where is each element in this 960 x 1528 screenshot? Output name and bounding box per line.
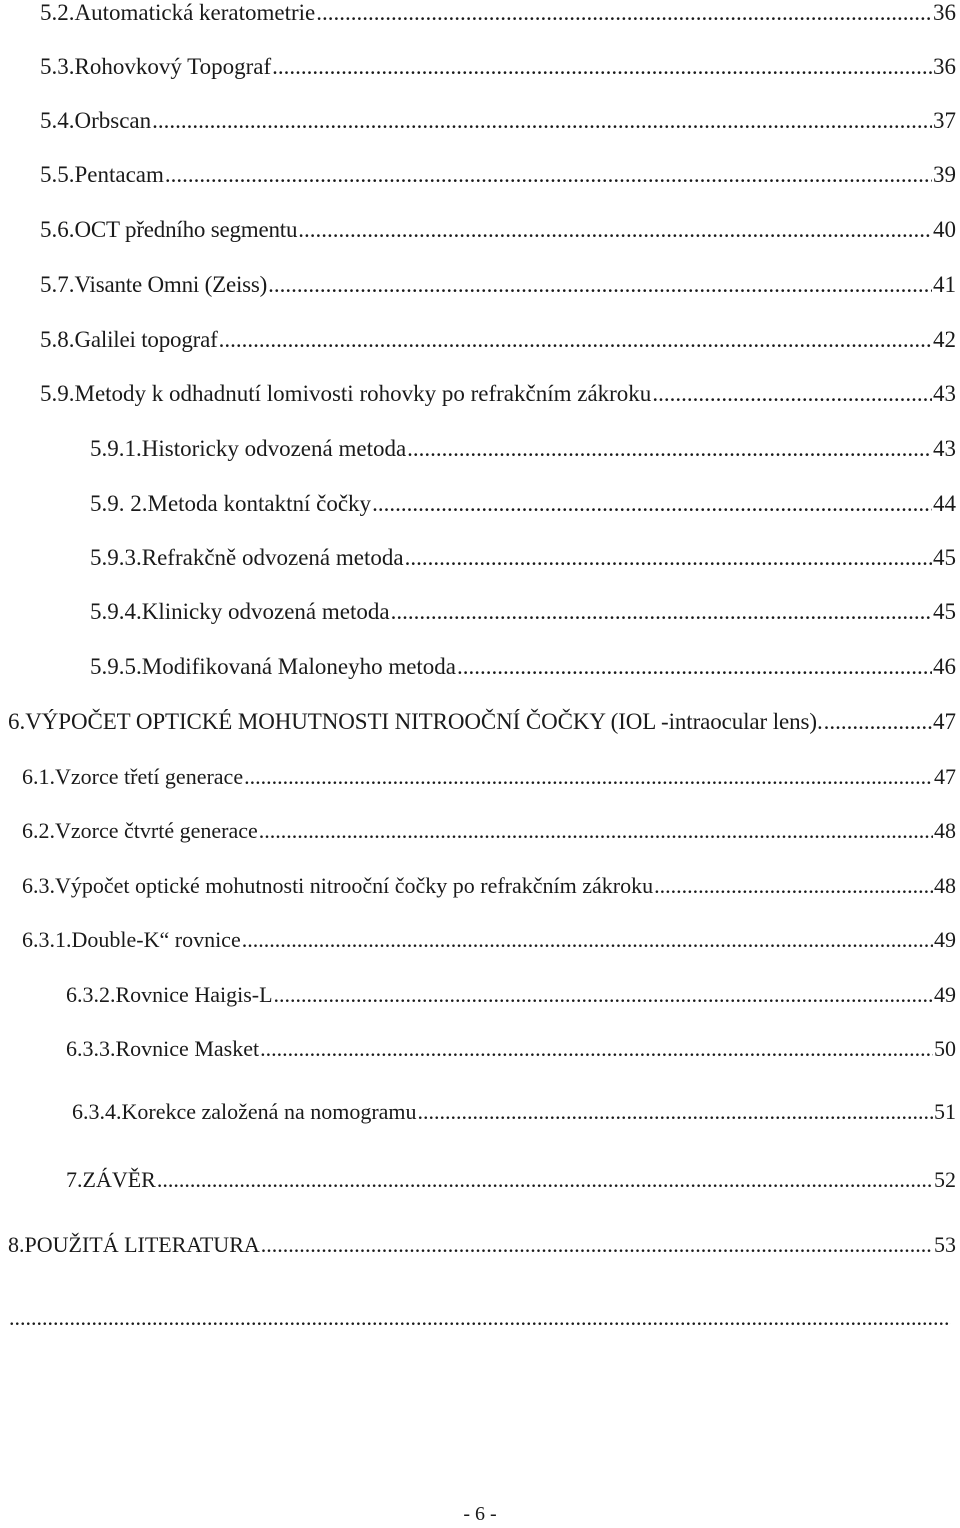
toc-entry-title: Korekce založená na nomogramu xyxy=(121,1099,417,1124)
toc-entry-number: 7. xyxy=(66,1167,83,1192)
toc-entry-title: POUŽITÁ LITERATURA xyxy=(24,1232,260,1257)
toc-dot-leader xyxy=(219,325,932,355)
toc-entry-page: 40 xyxy=(933,217,956,242)
toc-dot-leader xyxy=(405,543,932,573)
toc-entry-page: 43 xyxy=(933,436,956,461)
toc-entry-page: 49 xyxy=(934,927,956,952)
toc-entry[interactable] xyxy=(66,1165,956,1195)
toc-entry-page: 41 xyxy=(933,272,956,297)
toc-entry-page: 36 xyxy=(933,0,956,25)
toc-dot-leader xyxy=(260,1034,933,1064)
toc-dot-leader xyxy=(418,1097,933,1127)
toc-entry-number: 5.9.1. xyxy=(90,436,142,461)
toc-entry[interactable] xyxy=(8,1303,952,1333)
toc-entry-page: 43 xyxy=(933,381,956,406)
toc-dot-leader xyxy=(261,1230,933,1260)
toc-entry-number: 6.3.2. xyxy=(66,982,116,1007)
toc-entry[interactable] xyxy=(40,270,956,300)
toc-entry-page: 45 xyxy=(933,599,956,624)
toc-entry-title: Metody k odhadnutí lomivosti rohovky po refrakčním zákroku xyxy=(74,381,652,406)
toc-entry[interactable] xyxy=(40,215,956,245)
toc-entry-title: Klinicky odvozená metoda xyxy=(141,599,390,624)
toc-entry[interactable] xyxy=(22,816,956,846)
toc-entry-number: 5.6. xyxy=(40,217,75,242)
toc-entry-title: OCT předního segmentu xyxy=(74,217,298,242)
toc-entry-title: Orbscan xyxy=(74,108,152,133)
toc-entry-page: 48 xyxy=(934,818,956,843)
toc-dot-leader xyxy=(652,379,932,409)
toc-entry-page: 46 xyxy=(933,654,956,679)
toc-entry[interactable] xyxy=(40,160,956,190)
toc-entry-title: ZÁVĚR xyxy=(82,1167,156,1192)
toc-entry-page: 44 xyxy=(933,491,956,516)
toc-entry[interactable] xyxy=(40,379,956,409)
toc-entry[interactable] xyxy=(72,1097,956,1127)
toc-entry[interactable] xyxy=(40,52,956,82)
toc-entry-title: Refrakčně odvozená metoda xyxy=(141,545,404,570)
toc-dot-leader xyxy=(268,270,932,300)
toc-entry-title: Pentacam xyxy=(74,162,164,187)
toc-entry-number: 8. xyxy=(8,1232,25,1257)
toc-entry-page: 42 xyxy=(933,327,956,352)
toc-entry[interactable] xyxy=(90,434,956,464)
toc-entry-number: 6.2. xyxy=(22,818,55,843)
toc-entry-title: Automatická keratometrie xyxy=(74,0,316,25)
toc-entry-number: 6.3.1. xyxy=(22,927,72,952)
toc-entry-number: 6.3. xyxy=(22,873,55,898)
toc-entry-title: Double-K“ rovnice xyxy=(71,927,241,952)
toc-entry[interactable] xyxy=(90,652,956,682)
toc-entry-title: Galilei topograf xyxy=(74,327,218,352)
page-number-footer: - 6 - xyxy=(463,1503,497,1525)
toc-entry[interactable] xyxy=(40,106,956,136)
toc-entry-title: Visante Omni (Zeiss) xyxy=(74,272,268,297)
toc-entry-number: 5.3. xyxy=(40,54,75,79)
toc-entry-number: 6. xyxy=(8,709,26,734)
toc-entry-number: 5.4. xyxy=(40,108,75,133)
toc-dot-leader xyxy=(457,652,932,682)
toc-entry-page: 51 xyxy=(934,1099,956,1124)
toc-entry-page: 47 xyxy=(934,764,956,789)
toc-entry-title: Vzorce třetí generace xyxy=(55,764,244,789)
toc-entry[interactable] xyxy=(40,325,956,355)
toc-dot-leader xyxy=(274,980,933,1010)
toc-entry[interactable] xyxy=(90,489,956,519)
toc-entry-title: Rovnice Masket xyxy=(115,1036,260,1061)
toc-entry-number: 6.3.4. xyxy=(72,1099,122,1124)
toc-entry[interactable] xyxy=(40,0,956,28)
toc-entry-number: 5.9. 2. xyxy=(90,491,148,516)
toc-entry-number: 5.9. xyxy=(40,381,75,406)
toc-entry-title: Modifikovaná Maloneyho metoda xyxy=(141,654,457,679)
toc-dot-leader xyxy=(242,925,933,955)
toc-entry-title: Výpočet optické mohutnosti nitrooční čočky po refrakčním zákroku xyxy=(55,873,654,898)
toc-dot-leader xyxy=(316,0,932,28)
toc-entry-number: 5.5. xyxy=(40,162,75,187)
toc-entry[interactable] xyxy=(90,543,956,573)
toc-dot-leader xyxy=(824,707,932,737)
toc-entry-page: 36 xyxy=(933,54,956,79)
toc-entry-page: 53 xyxy=(934,1232,956,1257)
toc-entry-title: Metoda kontaktní čočky xyxy=(147,491,372,516)
toc-entry-page: 45 xyxy=(933,545,956,570)
toc-entry[interactable] xyxy=(8,707,956,737)
toc-dot-leader xyxy=(9,1303,951,1333)
toc-entry[interactable] xyxy=(22,871,956,901)
toc-entry-page: 50 xyxy=(934,1036,956,1061)
toc-entry[interactable] xyxy=(90,597,956,627)
toc-entry-title: VÝPOČET OPTICKÉ MOHUTNOSTI NITROOČNÍ ČOČKY (IOL -intraocular lens). xyxy=(25,709,823,734)
toc-entry[interactable] xyxy=(22,925,956,955)
toc-dot-leader xyxy=(244,762,933,792)
toc-entry-title: Vzorce čtvrté generace xyxy=(55,818,258,843)
toc-entry-page: 47 xyxy=(933,709,956,734)
toc-dot-leader xyxy=(259,816,933,846)
toc-dot-leader xyxy=(391,597,932,627)
toc-entry-number: 6.1. xyxy=(22,764,55,789)
toc-entry-page: 37 xyxy=(933,108,956,133)
toc-entry-title: Rohovkový Topograf xyxy=(74,54,272,79)
toc-entry-page: 49 xyxy=(934,982,956,1007)
toc-dot-leader xyxy=(372,489,932,519)
toc-entry-page: 48 xyxy=(934,873,956,898)
toc-entry[interactable] xyxy=(66,1034,956,1064)
toc-dot-leader xyxy=(152,106,932,136)
toc-dot-leader xyxy=(272,52,932,82)
toc-entry[interactable] xyxy=(66,980,956,1010)
toc-dot-leader xyxy=(407,434,932,464)
toc-entry-number: 5.9.3. xyxy=(90,545,142,570)
toc-entry-number: 5.7. xyxy=(40,272,75,297)
toc-entry-number: 6.3.3. xyxy=(66,1036,116,1061)
toc-entry-title: Rovnice Haigis-L xyxy=(115,982,273,1007)
toc-entry-number: 5.2. xyxy=(40,0,75,25)
toc-entry-number: 5.8. xyxy=(40,327,75,352)
toc-entry-title: Historicky odvozená metoda xyxy=(141,436,407,461)
toc-entry-number: 5.9.4. xyxy=(90,599,142,624)
toc-entry-page: 39 xyxy=(933,162,956,187)
toc-entry[interactable] xyxy=(22,762,956,792)
toc-entry-number: 5.9.5. xyxy=(90,654,142,679)
toc-entry-page: 52 xyxy=(934,1167,956,1192)
toc-entry[interactable] xyxy=(8,1230,956,1260)
toc-dot-leader xyxy=(298,215,932,245)
toc-dot-leader xyxy=(654,871,933,901)
toc-dot-leader xyxy=(157,1165,933,1195)
toc-dot-leader xyxy=(165,160,932,190)
